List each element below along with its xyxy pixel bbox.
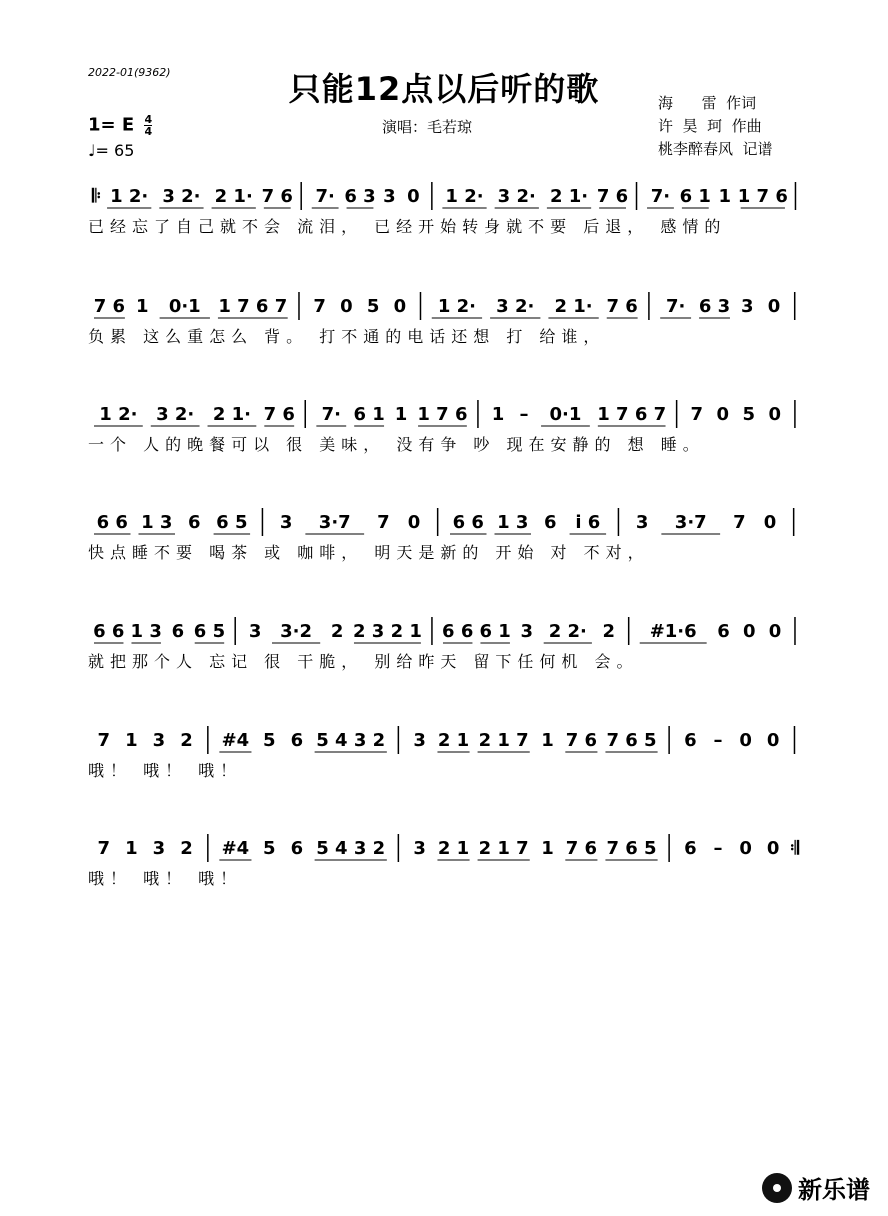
note-group: 0 — [768, 621, 782, 642]
note-group: 6 3 — [344, 186, 376, 207]
note-group: 6 6 — [93, 621, 125, 642]
note-group: 0 — [393, 296, 407, 317]
note-group: 1 3 — [497, 512, 529, 533]
singer: 演唱：毛若琼 — [382, 118, 473, 136]
note-group: 6 — [717, 621, 730, 642]
note-group: 7 6 — [93, 296, 126, 317]
note-group: 3 2· — [497, 186, 536, 207]
note-group: 6 — [684, 730, 697, 751]
note-group: 2 — [180, 730, 193, 751]
score-line — [88, 396, 808, 506]
notation-row — [88, 504, 808, 544]
note-group: 5 4 3 2 — [316, 838, 386, 859]
transcriber: 桃李醉春风 记谱 — [658, 140, 773, 158]
score-line — [88, 722, 808, 832]
note-group: 3·7 — [318, 512, 351, 533]
note-group: 6 1 — [479, 621, 511, 642]
time-sig-bottom: 4 — [144, 125, 153, 138]
note-group: 0 — [767, 296, 781, 317]
note-group: 0 — [743, 621, 756, 642]
note-group: 0 — [716, 404, 730, 425]
note-group: 2 — [330, 621, 344, 642]
note-group: 3·7 — [674, 512, 707, 533]
note-group: 2 1 7 — [478, 838, 529, 859]
note-group: 0 — [766, 730, 780, 751]
note-group: 0 — [407, 512, 421, 533]
note-group: 3 — [413, 838, 426, 859]
note-group: 3 2· — [156, 404, 195, 425]
note-group: 0 — [739, 838, 752, 859]
note-group: – — [519, 404, 529, 425]
note-group: 6 6 — [442, 621, 474, 642]
note-group: 7 6 — [263, 404, 295, 425]
note-group: 1 7 6 — [417, 404, 468, 425]
note-group: 6 — [544, 512, 557, 533]
note-group: 3 — [741, 296, 754, 317]
note-group: – — [713, 730, 723, 751]
note-group: – — [713, 838, 723, 859]
note-group: 7 6 — [565, 730, 598, 751]
lyrics-line: 快点睡不要 喝茶 或 咖啡， 明天是新的 开始 对 不对， — [88, 543, 650, 562]
note-group: 3 — [520, 621, 534, 642]
note-group: 2 — [180, 838, 193, 859]
note-group: 5 — [366, 296, 380, 317]
note-group: #1·6 — [649, 621, 697, 642]
key-signature — [88, 114, 152, 137]
note-group: 1 — [541, 838, 554, 859]
note-group: 3 — [152, 730, 166, 751]
note-group: 7· — [650, 186, 671, 207]
score-line — [88, 178, 808, 288]
note-group: 1 7 6 — [737, 186, 788, 207]
tempo-value: = 65 — [95, 141, 135, 160]
note-group: 6 — [171, 621, 185, 642]
note-group: 5 4 3 2 — [316, 730, 386, 751]
composer: 许 昊 珂 作曲 — [658, 117, 762, 135]
note-group: 3 — [152, 838, 166, 859]
note-group: 1 — [491, 404, 505, 425]
note-group: 7 6 5 — [606, 838, 657, 859]
note-group: 6 — [290, 838, 304, 859]
note-group: 6 6 — [96, 512, 128, 533]
note-group: 5 — [742, 404, 756, 425]
notation-row — [88, 396, 808, 436]
note-group: 0 — [766, 838, 780, 859]
note-group: 7 6 — [596, 186, 629, 207]
note-group: 1 — [125, 838, 138, 859]
note-group: 2 — [602, 621, 616, 642]
note-group: 1 7 6 7 — [218, 296, 288, 317]
note-group: 6 1 — [353, 404, 385, 425]
repeat-sign: 𝄆 — [92, 186, 101, 207]
time-sig-top: 4 — [144, 113, 153, 126]
note-group: 0 — [407, 186, 420, 207]
note-group: 6 — [188, 512, 201, 533]
note-group: 0 — [768, 404, 782, 425]
note-group: 0·1 — [168, 296, 201, 317]
note-group: #4 — [221, 730, 250, 751]
note-group: 7 — [377, 512, 390, 533]
note-group: 7 — [733, 512, 746, 533]
note-group: 7 — [690, 404, 704, 425]
lyrics-line: 一个 人的晚餐可以 很 美味， 没有争 吵 现在安静的 想 睡。 — [88, 435, 705, 454]
note-group: 6 5 — [216, 512, 248, 533]
song-title: 只能12点以后听的歌 — [288, 70, 600, 108]
note-group: 2 2· — [548, 621, 587, 642]
note-group: #4 — [221, 838, 250, 859]
note-group: 3 — [635, 512, 649, 533]
note-group: 7 6 5 — [606, 730, 657, 751]
note-group: 6 5 — [193, 621, 226, 642]
note-group: 1 2· — [445, 186, 484, 207]
note-group: 1 3 — [130, 621, 162, 642]
note-group: 1 7 6 7 — [597, 404, 667, 425]
note-group: 3·2 — [280, 621, 313, 642]
brand-logo — [762, 1170, 870, 1205]
note-group: i 6 — [575, 512, 601, 533]
note-group: 6 3 — [698, 296, 731, 317]
repeat-sign: 𝄇 — [790, 838, 799, 859]
note-group: 7 6 — [565, 838, 598, 859]
note-group: 7 — [313, 296, 326, 317]
note-group: 1 — [718, 186, 731, 207]
score-line — [88, 288, 808, 398]
lyrics-line: 就把那个人 忘记 很 干脆， 别给昨天 留下任何机 会。 — [88, 652, 639, 671]
note-group: 2 1· — [549, 186, 589, 207]
note-group: 3 — [279, 512, 293, 533]
notation-row — [88, 613, 808, 653]
notation-row — [88, 830, 808, 870]
lyricist: 海 雷 作词 — [658, 94, 757, 112]
lyrics-line: 已经忘了自己就不会 流泪， 已经开始转身就不要 后退， 感情的 — [88, 217, 727, 236]
quarter-note-icon: ♩ — [88, 141, 96, 160]
note-group: 7· — [665, 296, 686, 317]
note-group: 1 — [394, 404, 408, 425]
note-group: 7 6 — [606, 296, 638, 317]
note-group: 6 6 — [452, 512, 484, 533]
note-group: 3 — [413, 730, 426, 751]
score-serial: 2022-01(9362) — [88, 66, 171, 79]
notation-row — [88, 288, 808, 328]
brand-name: 新乐谱 — [798, 1176, 870, 1204]
note-group: 2 1 — [437, 730, 470, 751]
lyrics-line: 哦！ 哦！ 哦！ — [88, 761, 243, 780]
score-line — [88, 504, 808, 614]
note-group: 1 2· — [99, 404, 138, 425]
note-group: 2 1· — [212, 404, 252, 425]
lyrics-line: 负累 这么重怎么 背。 打不通的电话还想 打 给谁， — [88, 327, 606, 346]
note-group: 1 — [541, 730, 554, 751]
note-group: 2 1· — [214, 186, 253, 207]
notation-row — [88, 722, 808, 762]
note-group: 3 — [383, 186, 396, 207]
score-line — [88, 830, 808, 940]
note-group: 2 1· — [554, 296, 593, 317]
lyrics-line: 哦！ 哦！ 哦！ — [88, 869, 243, 888]
note-group: 0 — [340, 296, 353, 317]
tempo-marking — [88, 141, 134, 160]
note-group: 1 — [135, 296, 149, 317]
note-group: 6 1 — [679, 186, 711, 207]
note-group: 3 2· — [496, 296, 535, 317]
note-group: 7 6 — [261, 186, 293, 207]
credits — [658, 92, 773, 161]
note-group: 7 — [97, 730, 111, 751]
vinyl-disc-icon — [762, 1173, 792, 1203]
note-group: 6 — [290, 730, 304, 751]
note-group: 5 — [262, 838, 276, 859]
note-group: 3 — [248, 621, 262, 642]
note-group: 3 2· — [162, 186, 201, 207]
score-line — [88, 613, 808, 723]
note-group: 1 3 — [141, 512, 173, 533]
note-group: 7· — [315, 186, 335, 207]
note-group: 2 1 7 — [478, 730, 529, 751]
notation-row — [88, 178, 808, 218]
note-group: 1 — [125, 730, 138, 751]
note-group: 1 2· — [110, 186, 149, 207]
note-group: 7· — [321, 404, 341, 425]
key-label: 1= E — [88, 114, 135, 136]
note-group: 0·1 — [549, 404, 582, 425]
note-group: 2 3 2 1 — [352, 621, 422, 642]
note-group: 2 1 — [437, 838, 470, 859]
note-group: 1 2· — [437, 296, 477, 317]
note-group: 6 — [684, 838, 697, 859]
note-group: 5 — [262, 730, 276, 751]
note-group: 0 — [739, 730, 752, 751]
note-group: 0 — [763, 512, 777, 533]
note-group: 7 — [97, 838, 111, 859]
time-signature — [144, 114, 152, 137]
